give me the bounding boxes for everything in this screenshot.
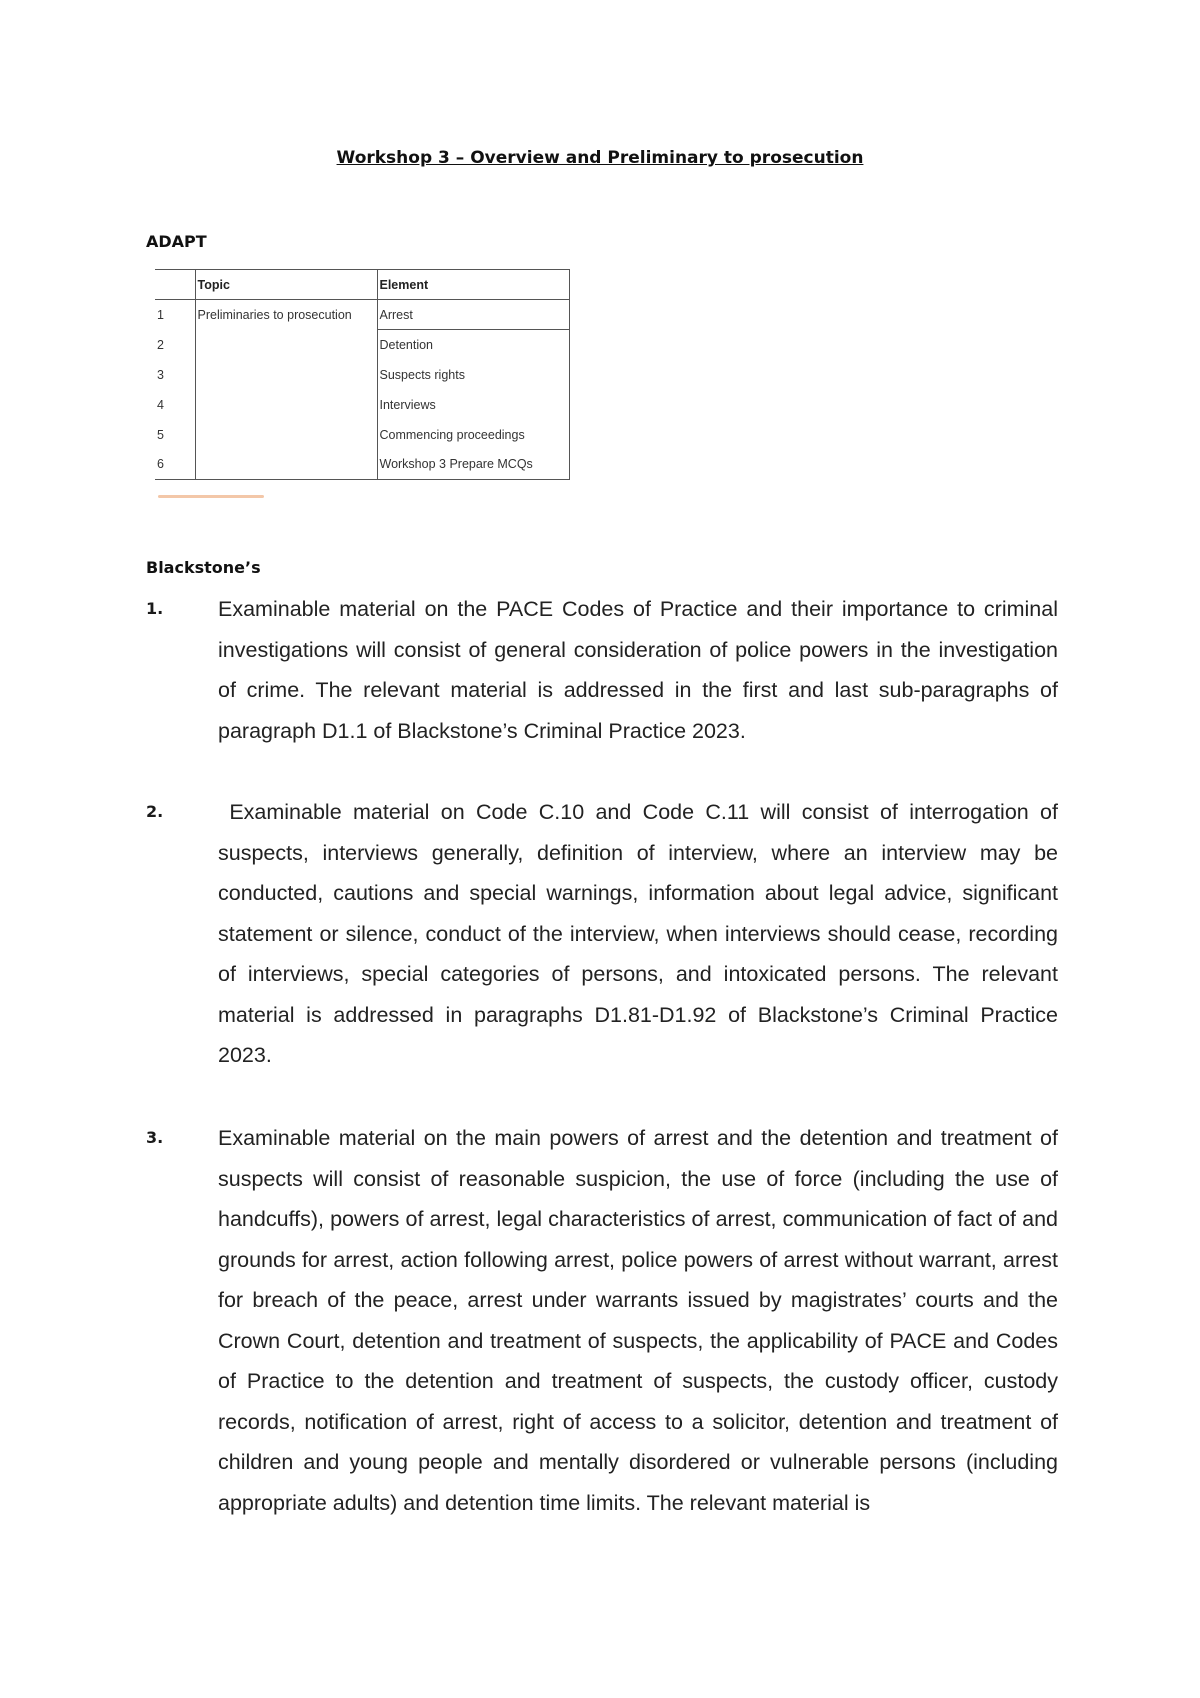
table-row xyxy=(155,420,569,450)
adapt-table xyxy=(155,269,570,480)
table-header-row xyxy=(155,270,569,300)
row-topic-empty xyxy=(195,450,377,480)
table-header-element: Element xyxy=(377,270,569,300)
row-number: 1 xyxy=(155,300,195,330)
row-number: 6 xyxy=(155,450,195,480)
row-element: Detention xyxy=(377,330,569,360)
list-item-text: Examinable material on the main powers of arrest and the detention and treatment of suspects will consist of reasonable suspicion, the use of force (including the use of handcuffs), powers of arrest, legal characteristics of arrest, communication of fact of and grounds for arrest, action following arrest, police powers of arrest without warrant, arrest for breach of the peace, arrest under warrants issued by magistrates’ courts and the Crown Court, detention and treatment of suspects, the applicability of PACE and Codes of Practice to the detention and treatment of suspects, the custody officer, custody records, notification of arrest, right of access to a solicitor, detention and treatment of children and young people and mentally disordered or vulnerable persons (including appropriate adults) and detention time limits. The relevant material is xyxy=(218,1126,1058,1515)
blackstones-heading: Blackstone’s xyxy=(146,558,261,577)
list-item-number: 1. xyxy=(146,599,164,618)
table-row xyxy=(155,360,569,390)
row-element: Commencing proceedings xyxy=(377,420,569,450)
row-topic-empty xyxy=(195,360,377,390)
list-item-number: 2. xyxy=(146,802,164,821)
row-element: Workshop 3 Prepare MCQs xyxy=(377,450,569,480)
row-number: 2 xyxy=(157,337,164,352)
row-topic: Preliminaries to prosecution xyxy=(195,300,377,330)
row-number: 3 xyxy=(157,367,164,382)
table-row xyxy=(155,300,569,330)
table-underline-decoration xyxy=(158,495,264,498)
row-element: Interviews xyxy=(377,390,569,420)
list-item-text: Examinable material on Code C.10 and Code C.11 will consist of interrogation of suspects, interviews generally, definition of interview, where an interview may be conducted, cautions and special warnings, information about legal advice, significant statement or silence, conduct of the interview, when interviews should cease, recording of interviews, special categories of persons, and intoxicated persons. The relevant material is addressed in paragraphs D1.81-D1.92 of Blackstone’s Criminal Practice 2023. xyxy=(218,800,1064,1067)
table-row xyxy=(155,390,569,420)
row-number: 5 xyxy=(157,427,164,442)
row-element: Arrest xyxy=(377,300,569,330)
row-topic-empty xyxy=(195,330,377,360)
row-topic-empty xyxy=(195,390,377,420)
table-header-number xyxy=(155,270,195,300)
row-number: 4 xyxy=(157,397,164,412)
list-item-number: 3. xyxy=(146,1128,164,1147)
page-title: Workshop 3 – Overview and Preliminary to prosecution xyxy=(336,148,864,168)
row-element: Suspects rights xyxy=(377,360,569,390)
row-topic-empty xyxy=(195,420,377,450)
adapt-heading: ADAPT xyxy=(146,232,207,251)
table-row xyxy=(155,450,569,480)
list-item-text: Examinable material on the PACE Codes of Practice and their importance to criminal investigations will consist of general consideration of police powers in the investigation of crime. The relevant material is addressed in the first and last sub-paragraphs of paragraph D1.1 of Blackstone’s Criminal Practice 2023. xyxy=(218,597,1058,743)
table-header-topic: Topic xyxy=(195,270,377,300)
table-row xyxy=(155,330,569,360)
